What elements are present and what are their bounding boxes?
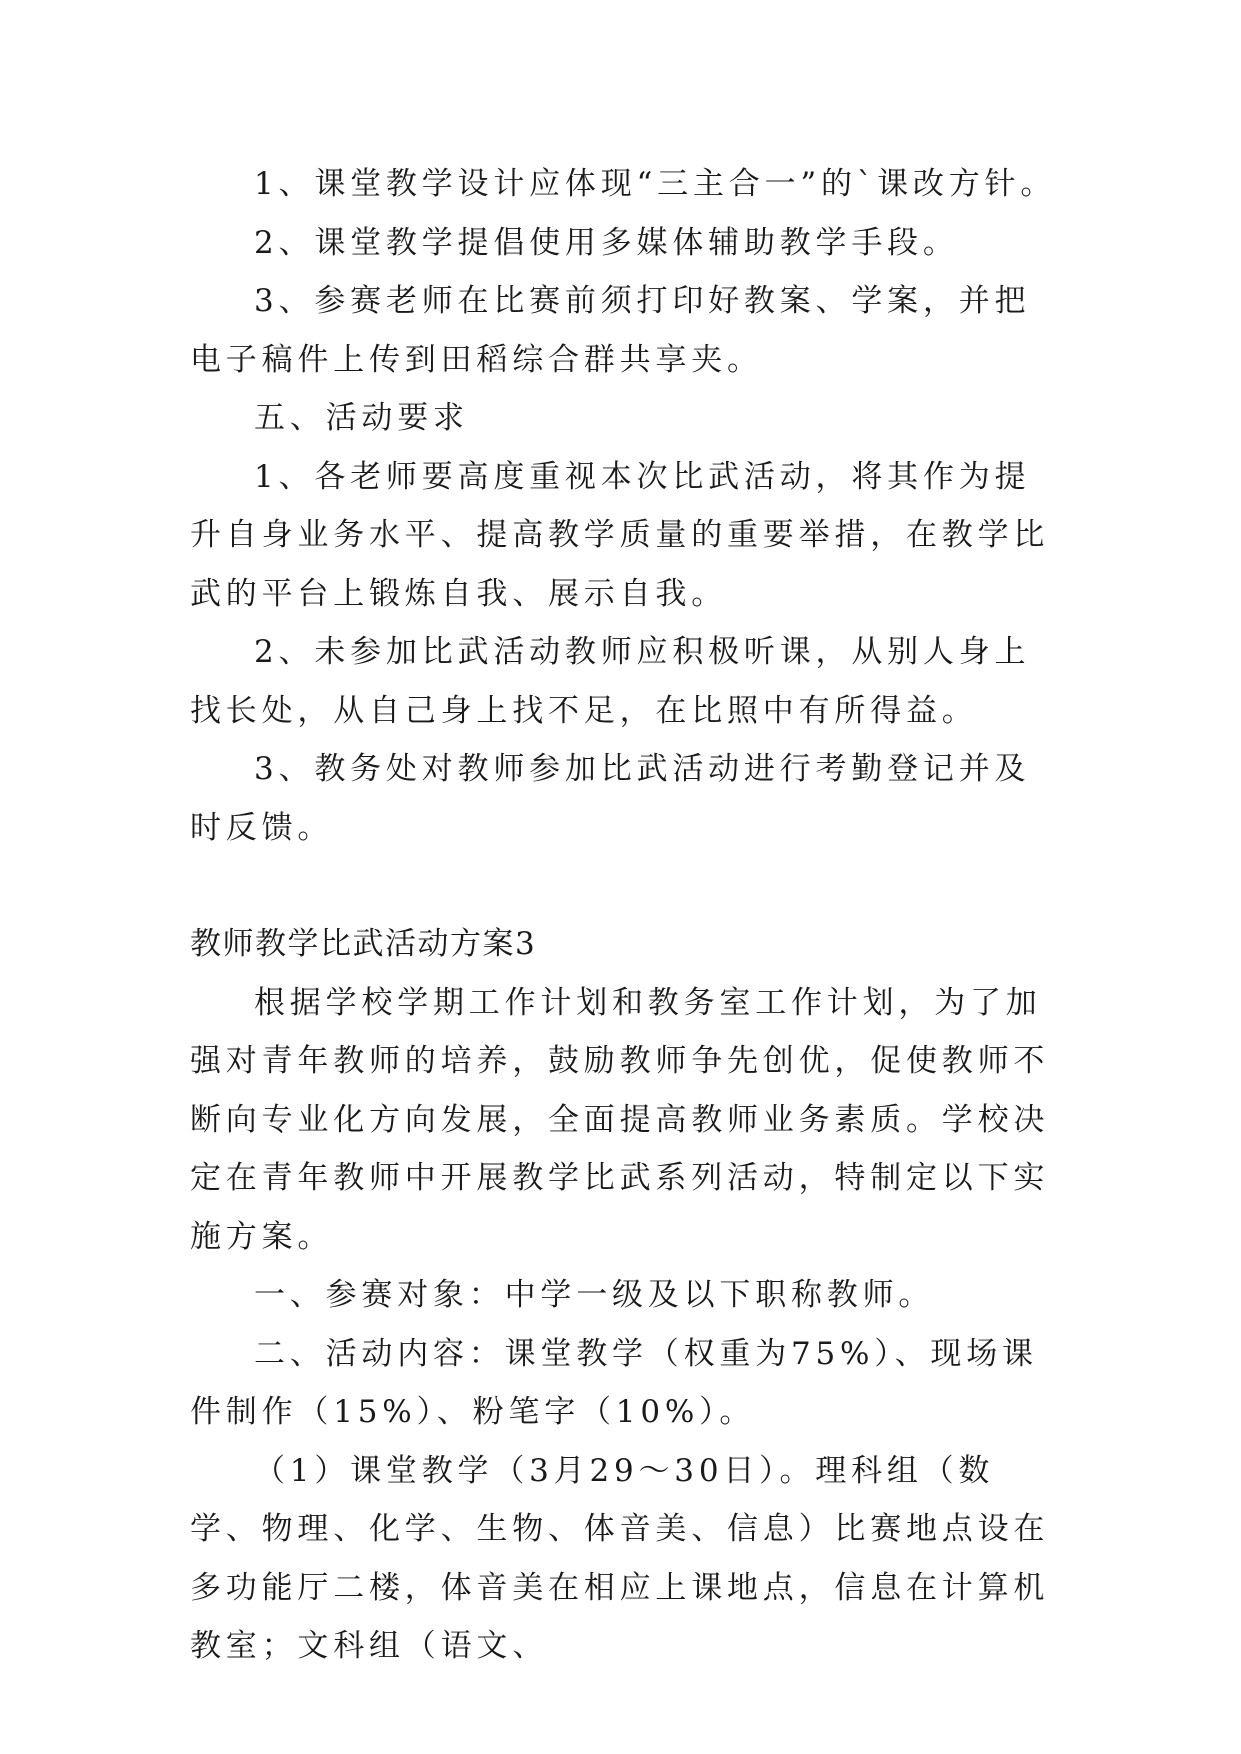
paragraph-participants: 一、参赛对象：中学一级及以下职称教师。 (254, 1277, 935, 1313)
paragraph-print-lesson-plans: 3、参赛老师在比赛前须打印好教案、学案，并把电子稿件上传到田稻综合群共享夹。 (190, 283, 1031, 378)
section-gap (190, 857, 1060, 915)
paragraph-requirement-2: 2、未参加比武活动教师应积极听课，从别人身上找长处，从自己身上找不足，在比照中有所得益。 (190, 634, 1031, 729)
paragraph-introduction: 根据学校学期工作计划和教务室工作计划，为了加强对青年教师的培养，鼓励教师争先创优，促使教师不断向专业化方向发展，全面提高教师业务素质。学校决定在青年教师中开展教学比武系列活动，特制定以下实施方案。 (190, 984, 1050, 1255)
paragraph-requirement-1: 1、各老师要高度重视本次比武活动，将其作为提升自身业务水平、提高教学质量的重要举措，在教学比武的平台上锻炼自我、展示自我。 (190, 458, 1050, 612)
document-section-title: 教师教学比武活动方案3 (190, 926, 537, 962)
paragraph-multimedia: 2、课堂教学提倡使用多媒体辅助教学手段。 (254, 224, 959, 261)
paragraph-course-design: 1、课堂教学设计应体现“三主合一”的`课改方针。 (254, 166, 1057, 202)
document-body (190, 155, 1060, 1676)
section-heading-activity-requirements: 五、活动要求 (254, 400, 469, 436)
paragraph-activity-content: 二、活动内容：课堂教学（权重为75%）、现场课件制作（15%）、粉笔字（10%）。 (190, 1335, 1038, 1430)
paragraph-requirement-3: 3、教务处对教师参加比武活动进行考勤登记并及时反馈。 (190, 751, 1031, 846)
paragraph-classroom-teaching: （1）课堂教学（3月29～30日）。理科组（数学、物理、化学、生物、体音美、信息）比赛地点设在多功能厅二楼，体音美在相应上课地点，信息在计算机教室；文科组（语文、 (190, 1452, 1050, 1664)
